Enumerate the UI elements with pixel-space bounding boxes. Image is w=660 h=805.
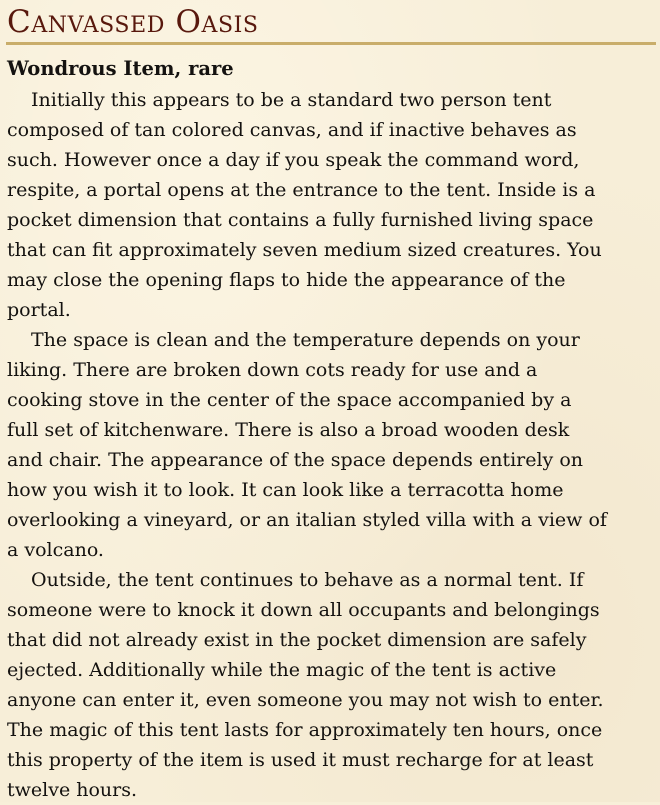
paragraph-1-line-2: composed of tan colored canvas, and if inactive behaves as (7, 119, 577, 141)
paragraph-2-line-5: and chair. The appearance of the space depends entirely on (7, 449, 583, 471)
paragraph-2-line-7: overlooking a vineyard, or an italian styled villa with a view of (7, 509, 607, 531)
item-description (7, 85, 657, 805)
paragraph-3-line-4: ejected. Additionally while the magic of the tent is active (7, 659, 557, 681)
paragraph-2-line-2: liking. There are broken down cots ready for use and a (7, 359, 538, 381)
paragraph-2-line-8: a volcano. (7, 539, 104, 561)
paragraph-2-line-1: The space is clean and the temperature depends on your (31, 329, 580, 351)
paragraph-3-line-7: this property of the item is used it must recharge for at least (7, 749, 594, 771)
paragraph-1-line-5: pocket dimension that contains a fully furnished living space (7, 209, 594, 231)
title-divider (6, 42, 656, 45)
paragraph-1-line-7: may close the opening flaps to hide the appearance of the (7, 269, 566, 291)
paragraph-2-line-3: cooking stove in the center of the space accompanied by a (7, 389, 572, 411)
paragraph-1-line-3: such. However once a day if you speak the command word, (7, 149, 580, 171)
paragraph-1-line-4: respite, a portal opens at the entrance to the tent. Inside is a (7, 179, 596, 201)
paragraph-3-line-3: that did not already exist in the pocket dimension are safely (7, 629, 587, 651)
item-title: Canvassed Oasis (7, 4, 259, 40)
paragraph-2-line-6: how you wish it to look. It can look like a terracotta home (7, 479, 564, 501)
paragraph-3-line-6: The magic of this tent lasts for approximately ten hours, once (7, 719, 603, 741)
paragraph-1-line-8: portal. (7, 299, 71, 321)
paragraph-3-line-8: twelve hours. (7, 779, 138, 801)
paragraph-3-line-1: Outside, the tent continues to behave as a normal tent. If (31, 569, 584, 591)
paragraph-3-line-5: anyone can enter it, even someone you may not wish to enter. (7, 689, 604, 711)
item-type-rarity: Wondrous Item, rare (7, 57, 234, 80)
paragraph-2-line-4: full set of kitchenware. There is also a broad wooden desk (7, 419, 570, 441)
paragraph-3-line-2: someone were to knock it down all occupants and belongings (7, 599, 600, 621)
paragraph-1-line-6: that can fit approximately seven medium sized creatures. You (7, 239, 602, 261)
paragraph-1-line-1: Initially this appears to be a standard two person tent (31, 89, 552, 111)
